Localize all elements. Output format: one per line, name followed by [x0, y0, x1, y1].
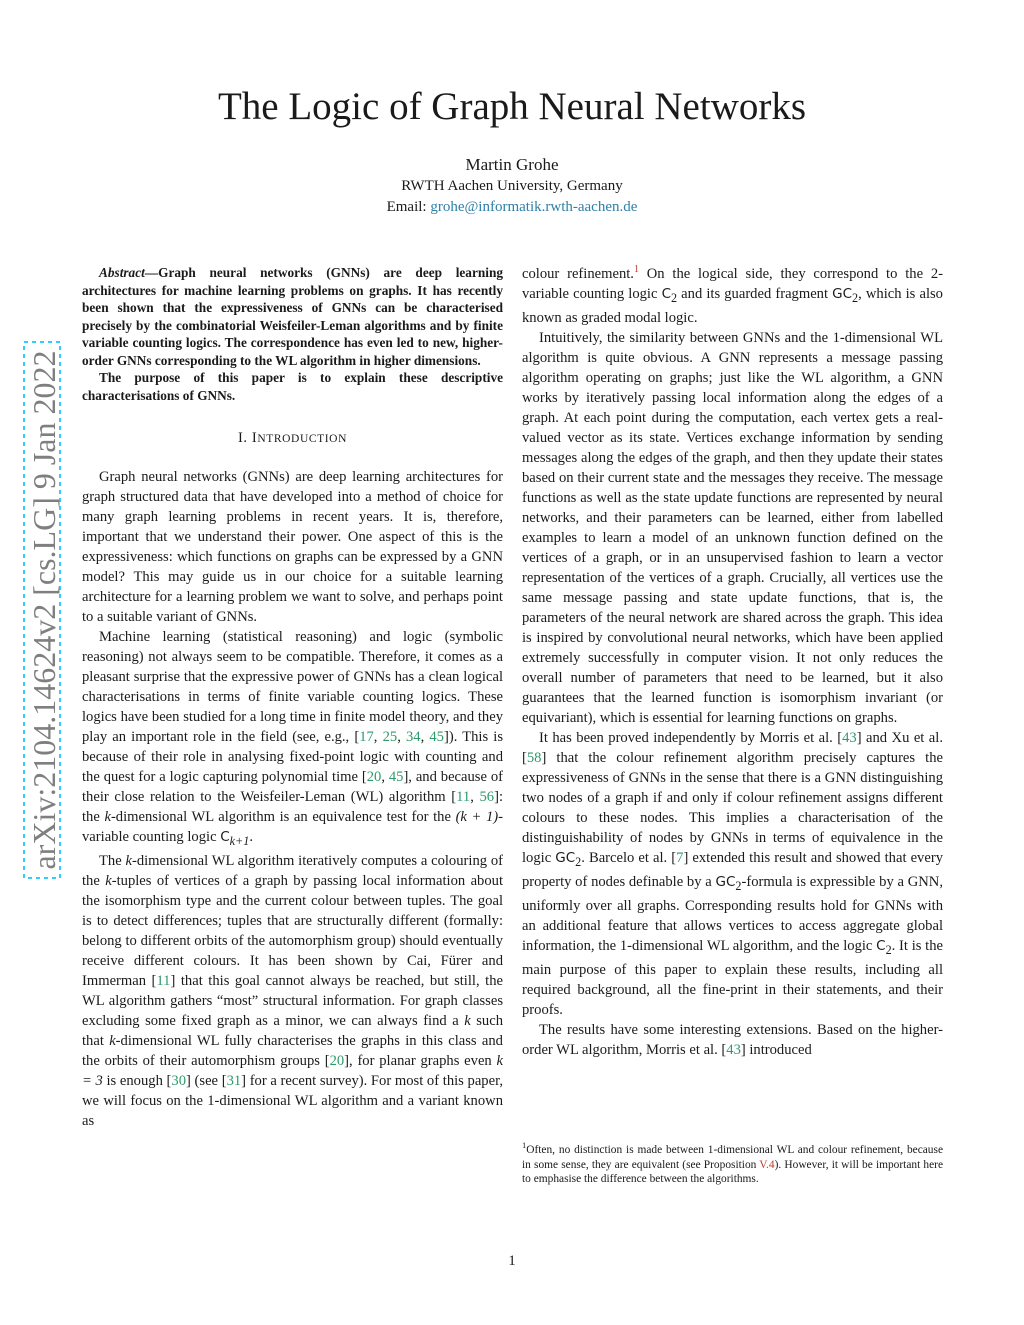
footnote-number: 1 — [522, 1140, 527, 1151]
abstract-paragraph-2: The purpose of this paper is to explain these descriptive characterisations of GNNs. — [82, 370, 503, 403]
citation[interactable]: 25 — [382, 729, 398, 745]
section-name-rest: NTRODUCTION — [257, 433, 347, 445]
right-column — [522, 264, 943, 1060]
abstract-label: Abstract — [99, 265, 145, 280]
intro-paragraph-1: Graph neural networks (GNNs) are deep learning architectures for graph structured data that have developed into a method of choice for many graph learning problems in recent years. It is, therefore, important that we understand their power. One aspect of this is the expressiveness: which functions on graphs can be expressed by a GNN model? This may guide us in our choice for a suitable learning architecture for a learning problem we want to solve, and perhaps point to a suitable variant of GNNs. — [82, 469, 503, 625]
citation[interactable]: 56 — [479, 789, 495, 805]
citation[interactable]: 20 — [366, 769, 382, 785]
email-line — [0, 199, 1024, 216]
right-paragraph-2: It has been proved independently by Morris et al. [43] and Xu et al. [58] that the colour refinement algorithm precisely captures the expressiveness of GNNs in the sense that there is a GNN distinguishing two nodes of a graph if and only if colour refinement assigns different colours to these nodes. This implies a characterisation of the distinguishability of nodes by GNNs in terms of equivalence in the logic $GC_2$. Barcelo et al. [7] extended this result and showed that every property of nodes definable by a $GC_2$-formula is expressible by a GNN, uniformly over all graphs. Corresponding results hold for GNNs with an additional feature that allows vertices to access aggregate global information, the 1-dimensional WL algorithm, and the logic $C_2$. It is the main purpose of this paper to explain these results, including all required background, all the fine-print in their statements, and their proofs. — [522, 729, 943, 1018]
arxiv-stamp-svg — [22, 340, 62, 880]
citation[interactable]: 45 — [429, 729, 444, 745]
footnote: $^1$Often, no distinction is made between 1-dimensional WL and colour refinement, because in some sense, they are equivalent (see Proposition V.4). However, it will be important here to emphasise the difference between the algorithms. — [522, 1140, 944, 1185]
citation[interactable]: 17 — [359, 729, 374, 745]
citation[interactable]: 43 — [842, 729, 857, 746]
section-heading-introduction — [82, 428, 503, 449]
citation[interactable]: 58 — [526, 749, 542, 766]
citation[interactable]: 30 — [171, 1072, 186, 1089]
citation[interactable]: 11 — [456, 789, 471, 805]
intro-paragraph-2: Machine learning (statistical reasoning) and logic (symbolic reasoning) not always seem to be compatible. Therefore, it comes as a pleasant surprise that the expressive power of GNNs has a clean logical characterisations in terms of finite variable counting logics. These logics have been studied for a long time in finite model theory, and they play an important role in the field (see, e.g., [17, 25, 34, 45]). This is because of their role in analysing fixed-point logic with counting and the quest for a logic capturing polynomial time [20, 45], and because of their close relation to the Weisfeiler-Leman (WL) algorithm [11, 56]: the k-dimensional WL algorithm is an equivalence test for the (k + 1)-variable counting logic $C_{k+1}$. — [82, 629, 504, 848]
arxiv-stamp — [22, 340, 62, 880]
citation[interactable]: 31 — [226, 1072, 242, 1089]
affiliation: RWTH Aachen University, Germany — [401, 178, 623, 194]
author-name: Martin Grohe — [465, 155, 559, 174]
citation[interactable]: 20 — [329, 1052, 345, 1069]
page-number: 1 — [508, 1253, 516, 1269]
left-column — [82, 264, 503, 1131]
abstract-paragraph-1 — [82, 264, 503, 369]
right-paragraph-0: colour refinement.$^1$ On the logical side, they correspond to the 2-variable counting logic $C_2$ and its guarded fragment $GC_2$, which is also known as graded modal logic. — [522, 264, 944, 326]
right-paragraph-1: Intuitively, the similarity between GNNs and the 1-dimensional WL algorithm is quite obvious. A GNN represents a message passing algorithm operating on graphs; just like the WL algorithm, a GNN works by iteratively passing local information along the edges of a graph. At each point during the computation, each vertex gets a real-valued vector as its state. Vertices exchange information by sending messages along the edges of the graph, and then they update their states based on their current state and the messages they receive. The message functions as well as the state update functions are represented by neural networks, and their parameters can be learned, either from labelled examples to learn a model of an unknown function defined on the vertices of a graph, or in an unsupervised fashion to learn a vector representation of the vertices of a graph. Crucially, all vertices use the same message passing and state update functions, that is, the parameters of the neural network are shared across the graph. This idea is inspired by convolutional neural networks, which have been applied extremely successfully in computer vision. It not only reduces the overall number of parameters that need to be learned, but it also guarantees that the learned function is isomorphism invariant (or equivariant), which is essential for learning functions on graphs. — [522, 329, 943, 726]
citation[interactable]: 45 — [388, 769, 404, 785]
abstract — [82, 264, 503, 404]
footnote-marker[interactable]: 1 — [633, 264, 639, 276]
paper-title: The Logic of Graph Neural Networks — [217, 85, 807, 128]
citation[interactable]: 34 — [405, 729, 421, 745]
email-link[interactable]: grohe@informatik.rwth-aachen.de — [430, 199, 638, 215]
abstract-text-1: —Graph neural networks (GNNs) are deep learning architectures for machine learning problems on graphs. It has recently been shown that the expressiveness of GNNs can be characterised precisely by the combinatorial Weisfeiler-Leman algorithms and by finite variable counting logics. The correspondence has even led to new, higher-order GNNs corresponding to the WL algorithm in higher dimensions. — [82, 265, 503, 368]
citation[interactable]: 11 — [156, 972, 171, 989]
right-paragraph-3: The results have some interesting extensions. Based on the higher-order WL algorithm, Morris et al. [43] introduced — [522, 1021, 943, 1058]
citation[interactable]: 7 — [676, 849, 684, 866]
crossref-link[interactable]: V.4 — [759, 1158, 775, 1171]
citation[interactable]: 43 — [726, 1041, 741, 1058]
section-name-initial: I — [251, 430, 258, 446]
section-number: I. — [238, 430, 248, 446]
email-label: Email: — [386, 199, 427, 215]
arxiv-stamp-text: arXiv:2104.14624v2 [cs.LG] 9 Jan 2022 — [26, 350, 62, 870]
intro-paragraph-3: The k-dimensional WL algorithm iteratively computes a colouring of the k-tuples of vertices of a graph by passing local information about the isomorphism type and the current colour between tuples. The goal is to detect differences; tuples that are structurally different (formally: belong to different orbits of the automorphism group) should eventually receive different colours. It has been shown by Cai, Fürer and Immerman [11] that this goal cannot always be reached, but still, the WL algorithm gathers “most” structural information. For graph classes excluding some fixed graph as a minor, we can always find a k such that k-dimensional WL fully characterises the graphs in this class and the orbits of their automorphism groups [20], for planar graphs even k = 3 is enough [30] (see [31] for a recent survey). For most of this paper, we will focus on the 1-dimensional WL algorithm and a variant known as — [82, 852, 503, 1129]
